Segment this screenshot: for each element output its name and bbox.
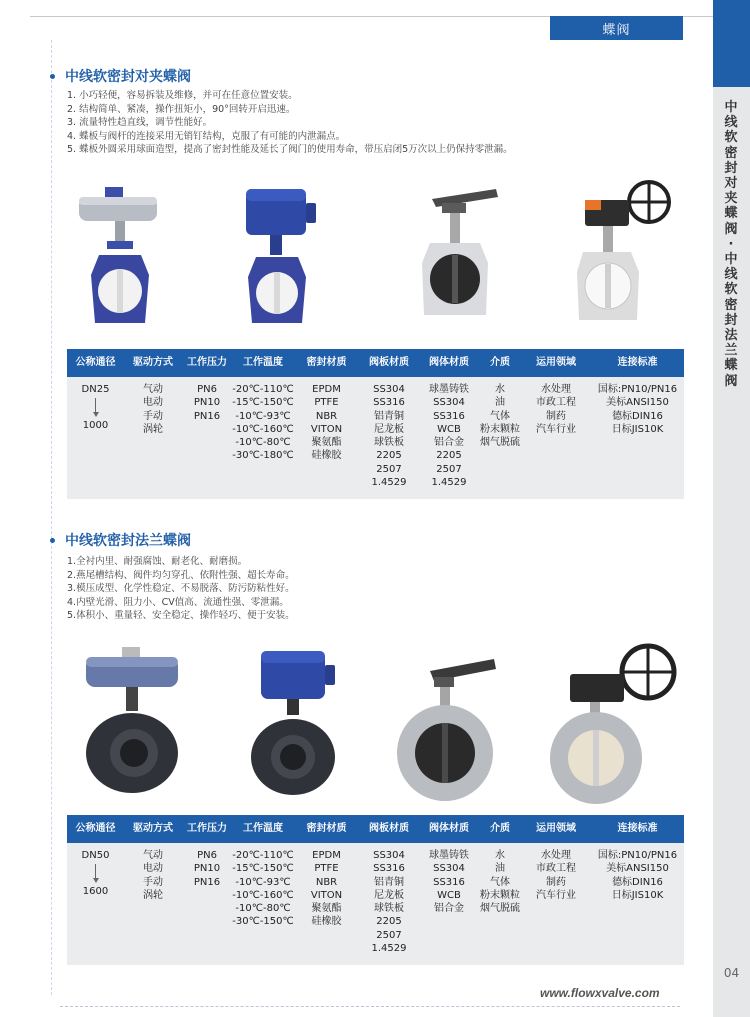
feature-item: 3.模压成型、化学性稳定、不易脱落、防污防粘性好。 — [67, 583, 295, 594]
dn-to: 1600 — [82, 886, 109, 898]
cell-value: 汽车行业 — [536, 423, 576, 435]
cell-value: 手动 — [143, 410, 163, 422]
header-cell: 运用领域 — [536, 823, 576, 834]
header-cell: 工作温度 — [243, 823, 283, 834]
sidebar-title — [719, 100, 743, 389]
category-tab: 蝶阀 — [550, 16, 683, 40]
cell-value: 2507 — [436, 463, 462, 475]
cell-value: 烟气脱硫 — [480, 903, 520, 915]
cell-value: SS316 — [433, 410, 465, 422]
section2-title — [50, 530, 191, 550]
cell-value: PTFE — [314, 863, 339, 875]
header-cell: 阀体材质 — [429, 357, 469, 368]
table-header — [67, 349, 684, 377]
feature-item: 5.体积小、重量轻、安全稳定、操作轻巧、便于安装。 — [67, 610, 295, 621]
cell-value: 油 — [495, 863, 505, 875]
cell-value: 球铁板 — [374, 437, 404, 449]
page-number: 04 — [723, 966, 740, 980]
application-cell — [521, 849, 591, 902]
cell-value: 铝合金 — [434, 437, 464, 449]
cell-value: WCB — [437, 423, 461, 435]
header-cell: 连接标准 — [617, 357, 658, 368]
feature-item: 4.内壁光滑、阻力小、CV值高、流通性强、零泄漏。 — [67, 596, 289, 608]
header-cell: 公称通径 — [75, 823, 116, 834]
cell-value: 美标ANSI150 — [606, 863, 669, 875]
sidebar-glyph: 夹 — [724, 191, 738, 207]
sidebar-glyph: 法 — [724, 328, 738, 344]
sidebar-glyph: 密 — [724, 145, 738, 161]
sidebar-glyph: 阀 — [724, 221, 738, 237]
cell-value: -10℃-80℃ — [235, 903, 291, 915]
cell-value: -10℃-80℃ — [235, 437, 291, 449]
cell-value: 涡轮 — [143, 889, 163, 901]
cell-value: 球铁板 — [374, 903, 404, 915]
section2-features — [67, 555, 295, 623]
cell-value: 水 — [495, 384, 505, 395]
arrow-icon — [95, 398, 96, 412]
cell-value: EPDM — [312, 850, 341, 861]
cell-value: NBR — [315, 876, 338, 888]
header-cell: 密封材质 — [306, 357, 347, 368]
cell-value: 尼龙板 — [374, 423, 404, 435]
cell-value: 气体 — [490, 410, 510, 422]
medium-cell — [479, 849, 521, 915]
cell-value: SS316 — [373, 863, 405, 875]
cell-value: 硅橡胶 — [311, 916, 342, 928]
cell-value: PN6 — [197, 384, 217, 395]
cell-value: 水处理 — [541, 384, 571, 395]
cell-value: 水处理 — [541, 850, 571, 861]
cell-value: 日标JIS10K — [611, 423, 664, 435]
standard-cell — [591, 383, 684, 436]
header-cell: 工作压力 — [187, 823, 227, 834]
header-cell: 密封材质 — [306, 823, 347, 834]
pressure-cell — [182, 849, 232, 889]
standard-cell — [591, 849, 684, 902]
cell-value: PN16 — [193, 876, 221, 888]
cell-value: 铝合金 — [434, 903, 464, 915]
cell-value: 德标DIN16 — [612, 876, 663, 888]
cell-value: 粉末颗粒 — [480, 889, 520, 901]
sidebar-glyph: 线 — [724, 115, 738, 131]
cell-value: SS316 — [433, 876, 465, 888]
seal-cell — [294, 383, 359, 463]
cell-value: 2205 — [376, 916, 402, 928]
sidebar-glyph: 封 — [724, 312, 738, 328]
electric-flanged-valve-image — [243, 643, 343, 801]
header-cell: 阀板材质 — [369, 823, 409, 834]
cell-value: 2205 — [436, 450, 462, 462]
cell-value: 电动 — [143, 863, 163, 875]
cell-value: PTFE — [314, 397, 339, 409]
body-cell — [419, 849, 479, 915]
cell-value: -30℃-150℃ — [232, 916, 294, 928]
arrow-down-icon — [93, 412, 99, 417]
cell-value: WCB — [437, 889, 461, 901]
seal-cell — [294, 849, 359, 929]
cell-value: 涡轮 — [143, 423, 163, 435]
cell-value: 硅橡胶 — [311, 450, 342, 462]
feature-item: 1. 小巧轻便，容易拆装及维修，并可在任意位置安装。 — [67, 90, 298, 101]
header-cell: 介质 — [490, 357, 510, 368]
sidebar-accent — [713, 0, 750, 87]
disc-cell — [359, 849, 419, 955]
cell-value: 2507 — [376, 929, 402, 941]
cell-value: 粉末颗粒 — [480, 423, 520, 435]
cell-value: 烟气脱硫 — [480, 437, 520, 449]
cell-value: -20℃-110℃ — [232, 850, 294, 861]
dn-to: 1000 — [82, 420, 109, 432]
cell-value: PN10 — [193, 397, 221, 409]
cell-value: 聚氨酯 — [311, 437, 342, 449]
header-cell: 运用领域 — [536, 357, 576, 368]
disc-cell — [359, 383, 419, 489]
cell-value: 尼龙板 — [374, 889, 404, 901]
feature-item: 3. 流量特性趋直线，调节性能好。 — [67, 117, 213, 128]
dn-cell — [67, 849, 124, 899]
cell-value: 国标:PN10/PN16 — [597, 384, 678, 395]
drive-cell — [124, 849, 182, 902]
cell-value: -15℃-150℃ — [232, 863, 294, 875]
cell-value: VITON — [310, 889, 343, 901]
cell-value: -10℃-93℃ — [235, 876, 291, 888]
section2-spec-table — [67, 815, 684, 965]
section1-title — [50, 66, 191, 86]
cell-value: -10℃-93℃ — [235, 410, 291, 422]
pneumatic-wafer-valve-image — [75, 183, 165, 335]
bullet-icon — [50, 538, 55, 543]
website-link[interactable]: www.flowxvalve.com — [540, 986, 660, 1000]
cell-value: 制药 — [546, 410, 566, 422]
drive-cell — [124, 383, 182, 436]
cell-value: EPDM — [312, 384, 341, 395]
cell-value: 国标:PN10/PN16 — [597, 850, 678, 861]
cell-value: 美标ANSI150 — [606, 397, 669, 409]
section1-features — [67, 89, 513, 157]
cell-value: 铝青铜 — [374, 410, 404, 422]
bottom-dashed-rule — [60, 1006, 680, 1007]
cell-value: 1.4529 — [431, 477, 467, 489]
pneumatic-flanged-valve-image — [84, 643, 184, 801]
cell-value: 2507 — [376, 463, 402, 475]
cell-value: SS304 — [433, 397, 465, 409]
sidebar-glyph: · — [728, 236, 734, 252]
electric-wafer-valve-image — [232, 183, 322, 335]
left-dashed-rule — [51, 40, 52, 995]
cell-value: 制药 — [546, 876, 566, 888]
cell-value: 铝青铜 — [374, 876, 404, 888]
cell-value: SS304 — [373, 850, 405, 861]
feature-item: 4. 蝶板与阀杆的连接采用无销钉结构，克服了有可能的内泄漏点。 — [67, 130, 346, 142]
cell-value: PN10 — [193, 863, 221, 875]
cell-value: 市政工程 — [536, 863, 576, 875]
cell-value: 气动 — [143, 384, 163, 395]
cell-value: 2205 — [376, 450, 402, 462]
sidebar-glyph: 中 — [724, 252, 738, 268]
gear-flanged-valve-image — [540, 640, 680, 805]
pressure-cell — [182, 383, 232, 423]
arrow-down-icon — [93, 878, 99, 883]
sidebar-glyph: 软 — [724, 130, 738, 146]
sidebar-glyph: 蝶 — [724, 358, 738, 374]
cell-value: 电动 — [143, 397, 163, 409]
cell-value: 1.4529 — [371, 943, 407, 955]
header-cell: 驱动方式 — [133, 823, 173, 834]
sidebar-glyph: 中 — [724, 100, 738, 115]
cell-value: -10℃-160℃ — [232, 423, 294, 435]
cell-value: -15℃-150℃ — [232, 397, 294, 409]
sidebar-glyph: 蝶 — [724, 206, 738, 222]
header-cell: 阀体材质 — [429, 823, 469, 834]
sidebar-glyph: 兰 — [724, 343, 738, 359]
header-cell: 连接标准 — [617, 823, 658, 834]
header-cell: 驱动方式 — [133, 357, 173, 368]
cell-value: 球墨铸铁 — [429, 850, 469, 861]
cell-value: 气体 — [490, 876, 510, 888]
cell-value: -10℃-160℃ — [232, 889, 294, 901]
cell-value: 汽车行业 — [536, 889, 576, 901]
sidebar-glyph: 阀 — [724, 373, 738, 389]
section1-spec-table — [67, 349, 684, 499]
header-cell: 工作压力 — [187, 357, 227, 368]
cell-value: SS304 — [433, 863, 465, 875]
cell-value: SS316 — [373, 397, 405, 409]
cell-value: PN16 — [193, 410, 221, 422]
dn-from: DN25 — [81, 384, 110, 395]
cell-value: 球墨铸铁 — [429, 384, 469, 395]
cell-value: 油 — [495, 397, 505, 409]
cell-value: -20℃-110℃ — [232, 384, 294, 395]
cell-value: -30℃-180℃ — [232, 450, 294, 462]
feature-item: 2.燕尾槽结构、阀件均匀穿孔、依附性强、超长寿命。 — [67, 569, 295, 581]
sidebar-glyph: 线 — [724, 267, 738, 283]
cell-value: VITON — [310, 423, 343, 435]
header-cell: 公称通径 — [75, 357, 116, 368]
sidebar-glyph: 密 — [724, 297, 738, 313]
medium-cell — [479, 383, 521, 449]
cell-value: 日标JIS10K — [611, 889, 664, 901]
temperature-cell — [232, 849, 294, 929]
application-cell — [521, 383, 591, 436]
feature-item: 5. 蝶板外圆采用球面造型，提高了密封性能及延长了阀门的使用寿命，带压启闭5万次以上仍保持零泄漏。 — [67, 144, 513, 155]
temperature-cell — [232, 383, 294, 463]
cell-value: 气动 — [143, 850, 163, 861]
cell-value: 手动 — [143, 876, 163, 888]
cell-value: 德标DIN16 — [612, 410, 663, 422]
cell-value: 市政工程 — [536, 397, 576, 409]
gear-wafer-valve-image — [575, 178, 675, 336]
header-cell: 介质 — [490, 823, 510, 834]
header-cell: 阀板材质 — [369, 357, 409, 368]
cell-value: PN6 — [197, 850, 217, 861]
feature-item: 2. 结构简单、紧凑，操作扭矩小，90°回转开启迅速。 — [67, 103, 296, 115]
sidebar-glyph: 封 — [724, 160, 738, 176]
cell-value: SS304 — [373, 384, 405, 395]
body-cell — [419, 383, 479, 489]
section1-title-text: 中线软密封对夹蝶阀 — [65, 69, 191, 85]
lever-flanged-valve-image — [390, 655, 502, 803]
section2-title-text: 中线软密封法兰蝶阀 — [65, 533, 191, 549]
dn-cell — [67, 383, 124, 433]
table-header — [67, 815, 684, 843]
dn-from: DN50 — [81, 850, 110, 861]
sidebar-glyph: 软 — [724, 282, 738, 298]
cell-value: 聚氨酯 — [311, 903, 342, 915]
cell-value: NBR — [315, 410, 338, 422]
cell-value: 1.4529 — [371, 477, 407, 489]
lever-wafer-valve-image — [412, 183, 502, 335]
cell-value: 水 — [495, 850, 505, 861]
feature-item: 1.全衬内里、耐强腐蚀、耐老化、耐磨损。 — [67, 556, 248, 567]
header-cell: 工作温度 — [243, 357, 283, 368]
sidebar-glyph: 对 — [724, 176, 738, 192]
bullet-icon — [50, 74, 55, 79]
arrow-icon — [95, 864, 96, 878]
